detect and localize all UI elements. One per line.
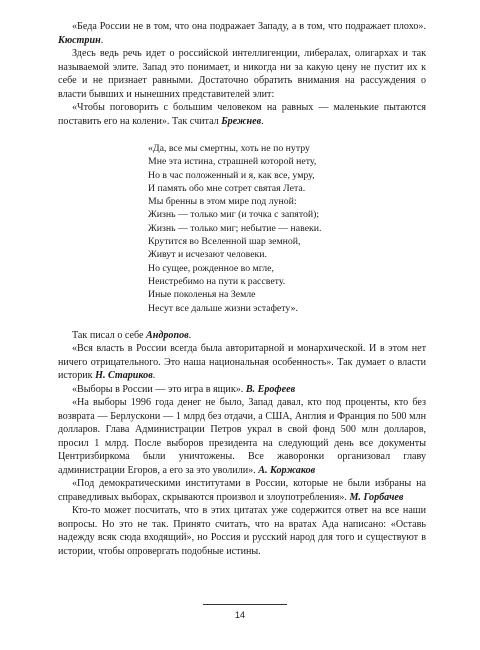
poem-line: Жизнь — только миг (и точка с запятой);: [148, 209, 320, 221]
paragraph-text: Так писал о себе: [72, 329, 147, 341]
poem-line: Но в час положенный и я, как все, умру,: [148, 169, 315, 181]
body-text: [58, 20, 426, 558]
poem-line: Жизнь — только миг; небытие — навеки.: [148, 222, 322, 234]
paragraph-7: [58, 396, 426, 477]
paragraph-1: «Беда России не в том, что она подражает Западу, а в том, что подражает плохо». Кюстрин.: [58, 21, 426, 46]
poem-line: Мне эта истина, страшней которой нету,: [148, 156, 317, 168]
poem-line: Но сущее, рожденное во мгле,: [148, 262, 274, 274]
paragraph-8: [58, 477, 426, 504]
paragraph-5: «Вся власть в России всегда была авторитарной и монархической. И в этом нет ничего отрицательного. Это наша национальная особенность». Так думает о власти историк Н. Стариков.: [58, 343, 426, 382]
paragraph-text: Здесь ведь речь идет о российской интеллигенции, либералах, олигархах и так называемой элите. Запад это понимает, и никогда ни за какую цену не пустит их к себе и не признает равными. Достаточно обратить внимания на рассуждения о власти бывших и нынешних представителей элит:: [58, 48, 426, 100]
poem-block: [148, 142, 426, 315]
footer-divider: [203, 604, 287, 605]
paragraph-text: «Выборы в России — это игра в ящик».: [72, 383, 246, 395]
paragraph-text: «На выборы 1996 года денег не было, Запад давал, кто под проценты, кто без возврата — Берлускони — 1 млрд без отдачи, а США, Англия и Франция по 500 млн долларов. Глава Администрации Петров украл в свой фонд 500 млн долларов, просил 1 млрд. После выборов президента на следующий день все документы Центризбиркома были уничтожены. Все жаворонки организовал главу администрации Егоров, а его за это уволили».: [58, 397, 426, 476]
poem-line: Живут и исчезают человеки.: [148, 249, 267, 261]
quote-author: А. Коржаков: [258, 464, 316, 476]
quote-author: М. Горбачев: [349, 491, 404, 503]
paragraph-text: «Беда России не в том, что она подражает Западу, а в том, что подражает плохо».: [72, 21, 426, 32]
page-number: 14: [234, 610, 245, 620]
poem-line: «Да, все мы смертны, хоть не по нутру: [148, 143, 310, 154]
poem-line: Неистребимо на пути к рассвету.: [148, 275, 286, 287]
quote-author: Андропов: [146, 329, 189, 341]
quote-author: Кюстрин: [58, 34, 101, 46]
poem-line: Несут все дальше жизни эстафету».: [148, 302, 298, 314]
poem-line: Крутится во Вселенной шар земной,: [148, 236, 301, 248]
poem-line: Мы бренны в этом мире под луной:: [148, 196, 297, 208]
paragraph-4: Так писал о себе Андропов.: [72, 329, 192, 341]
paragraph-text: «Вся власть в России всегда была авторитарной и монархической. И в этом нет ничего отрицательного. Это наша национальная особенность». Так думает о власти историк: [58, 343, 426, 382]
poem-line: Иные поколенья на Земле: [148, 289, 256, 301]
quote-author: В. Ерофеев: [245, 383, 296, 395]
paragraph-3: «Чтобы поговорить с большим человеком на равных — маленькие пытаются поставить его на колени». Так считал Брежнев.: [58, 102, 426, 127]
paragraph-9: [58, 504, 426, 558]
paragraph-6: [58, 383, 426, 397]
paragraph-text: «Под демократическими институтами в России, которые не были избраны на справедливых выборах, скрываются произвол и злоупотребления».: [58, 478, 426, 503]
paragraph-text: «Чтобы поговорить с большим человеком на равных — маленькие пытаются поставить его на колени». Так считал: [58, 102, 426, 127]
quote-author: Брежнев: [221, 115, 262, 127]
paragraph-2: [58, 47, 426, 101]
quote-author: Н. Стариков: [95, 370, 153, 382]
paragraph-text: Кто-то может посчитать, что в этих цитатах уже содержится ответ на все наши вопросы. Но это не так. Принято считать, что на вратах Ада написано: «Оставь надежду всяк сюда входящий», но Россия и русский народ для того и существуют в истории, чтобы опровергать подобные истины.: [58, 505, 426, 557]
poem-line: И память обо мне сотрет святая Лета.: [148, 182, 306, 194]
